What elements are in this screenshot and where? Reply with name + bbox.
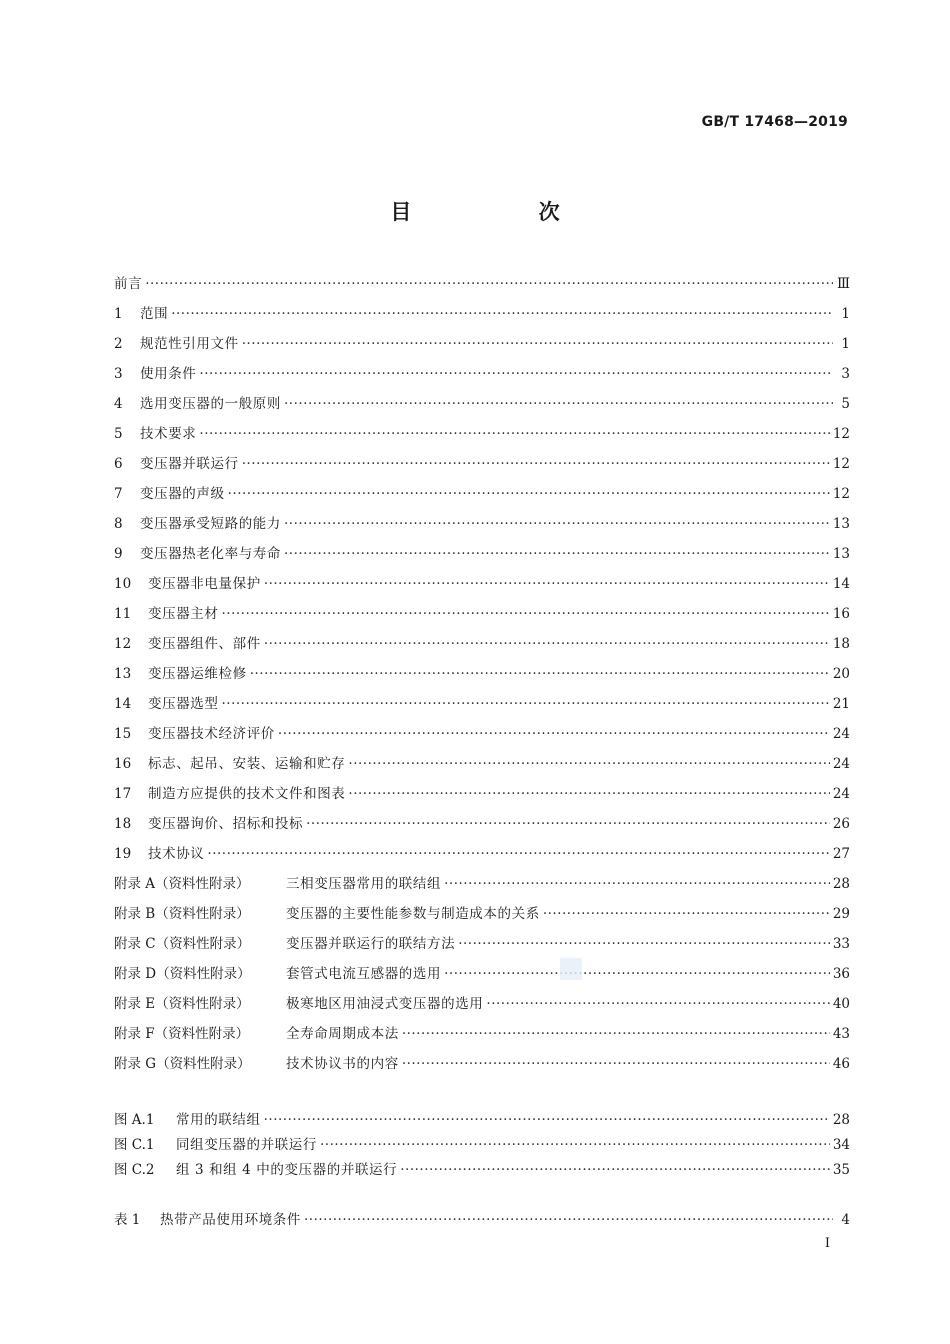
- entry-title: 使用条件: [140, 366, 197, 382]
- dot-leader: [543, 904, 830, 924]
- dot-leader: [284, 514, 830, 534]
- entry-title: 极寒地区用油浸式变压器的选用: [286, 996, 484, 1012]
- entry-page: 16: [832, 606, 850, 622]
- figure-entry[interactable]: [114, 1160, 850, 1180]
- toc-entry[interactable]: [114, 904, 850, 924]
- entry-title: 三相变压器常用的联结组: [286, 876, 442, 892]
- entry-title: 同组变压器的并联运行: [176, 1137, 317, 1153]
- dot-leader: [348, 784, 829, 804]
- entry-page: 40: [832, 996, 850, 1012]
- dot-leader: [264, 634, 830, 654]
- entry-page: 1: [841, 336, 850, 352]
- toc-entry[interactable]: [114, 964, 850, 984]
- toc-entry[interactable]: [114, 274, 850, 294]
- entry-page: 3: [841, 366, 850, 382]
- entry-number: 3: [114, 366, 123, 382]
- dot-leader: [486, 994, 829, 1014]
- entry-title: 常用的联结组: [176, 1112, 261, 1128]
- entry-number: 11: [114, 606, 132, 622]
- entry-number: 2: [114, 336, 123, 352]
- entry-number: 附录 E（资料性附录）: [114, 996, 250, 1012]
- entry-page: 13: [832, 546, 850, 562]
- entry-title: 全寿命周期成本法: [286, 1026, 399, 1042]
- toc-entry[interactable]: [114, 454, 850, 474]
- entry-number: 6: [114, 456, 123, 472]
- entry-page: 1: [841, 306, 850, 322]
- entry-page: 20: [832, 666, 850, 682]
- entry-title: 技术协议书的内容: [286, 1056, 399, 1072]
- entry-title: 组 3 和组 4 中的变压器的并联运行: [176, 1162, 398, 1178]
- table-entry[interactable]: [114, 1210, 850, 1230]
- entry-title: 技术协议: [148, 846, 205, 862]
- entry-number: 15: [114, 726, 132, 742]
- dot-leader: [228, 484, 830, 504]
- entry-page: 4: [841, 1212, 850, 1228]
- toc-entry[interactable]: [114, 934, 850, 954]
- dot-leader: [222, 694, 830, 714]
- dot-leader: [222, 604, 830, 624]
- dot-leader: [444, 964, 830, 984]
- entry-page: 46: [832, 1056, 850, 1072]
- toc-entry[interactable]: [114, 1054, 850, 1074]
- entry-page: 28: [832, 1112, 850, 1128]
- entry-number: 5: [114, 426, 123, 442]
- entry-number: 16: [114, 756, 132, 772]
- figure-entry[interactable]: [114, 1135, 850, 1155]
- entry-number: 9: [114, 546, 123, 562]
- dot-leader: [242, 454, 830, 474]
- entry-number: 附录 B（资料性附录）: [114, 906, 250, 922]
- dot-leader: [278, 724, 830, 744]
- entry-number: 12: [114, 636, 132, 652]
- dot-leader: [284, 544, 830, 564]
- entry-title: 变压器运维检修: [148, 666, 247, 682]
- dot-leader: [400, 1160, 830, 1180]
- entry-page: 24: [832, 726, 850, 742]
- entry-number: 7: [114, 486, 123, 502]
- dot-leader: [264, 574, 830, 594]
- entry-page: 21: [832, 696, 850, 712]
- toc-entry[interactable]: [114, 634, 850, 654]
- toc-entry[interactable]: [114, 334, 850, 354]
- entry-page: 28: [832, 876, 850, 892]
- entry-page: 27: [832, 846, 850, 862]
- entry-number: 19: [114, 846, 132, 862]
- toc-entry[interactable]: [114, 604, 850, 624]
- dot-leader: [284, 394, 833, 414]
- entry-number: 附录 F（资料性附录）: [114, 1026, 250, 1042]
- entry-page: 43: [832, 1026, 850, 1042]
- standard-code: GB/T 17468—2019: [701, 114, 848, 130]
- entry-number: 17: [114, 786, 132, 802]
- figure-entry[interactable]: [114, 1110, 850, 1130]
- dot-leader: [458, 934, 830, 954]
- dot-leader: [348, 754, 829, 774]
- entry-number: 附录 C（资料性附录）: [114, 936, 251, 952]
- entry-title: 标志、起吊、安装、运输和贮存: [148, 756, 346, 772]
- dot-leader: [264, 1110, 830, 1130]
- dot-leader: [320, 1135, 830, 1155]
- toc-entry[interactable]: [114, 1024, 850, 1044]
- dot-leader: [444, 874, 830, 894]
- entry-title: 选用变压器的一般原则: [140, 396, 281, 412]
- entry-title: 变压器技术经济评价: [148, 726, 275, 742]
- toc-entry[interactable]: [114, 844, 850, 864]
- entry-title: 技术要求: [140, 426, 197, 442]
- entry-number: 1: [114, 306, 123, 322]
- entry-page: 29: [832, 906, 850, 922]
- entry-page: 36: [832, 966, 850, 982]
- entry-page: 24: [832, 756, 850, 772]
- entry-page: 33: [832, 936, 850, 952]
- entry-page: 18: [832, 636, 850, 652]
- entry-title: 制造方应提供的技术文件和图表: [148, 786, 346, 802]
- entry-title: 变压器的声级: [140, 486, 225, 502]
- entry-title: 变压器的主要性能参数与制造成本的关系: [286, 906, 540, 922]
- entry-title: 变压器并联运行: [140, 456, 239, 472]
- dot-leader: [402, 1054, 830, 1074]
- entry-title: 热带产品使用环境条件: [160, 1212, 301, 1228]
- entry-page: 12: [832, 426, 850, 442]
- entry-page: Ⅲ: [836, 276, 850, 292]
- entry-number: 图 C.2: [114, 1162, 155, 1178]
- entry-number: 14: [114, 696, 132, 712]
- entry-page: 35: [832, 1162, 850, 1178]
- entry-page: 13: [832, 516, 850, 532]
- entry-number: 附录 A（资料性附录）: [114, 876, 250, 892]
- page-number: Ⅰ: [824, 1236, 830, 1251]
- entry-page: 12: [832, 486, 850, 502]
- toc-entry[interactable]: [114, 574, 850, 594]
- entry-page: 34: [832, 1137, 850, 1153]
- entry-title: 变压器选型: [148, 696, 219, 712]
- entry-number: 4: [114, 396, 123, 412]
- toc-entry[interactable]: [114, 994, 850, 1014]
- entry-page: 24: [832, 786, 850, 802]
- entry-number: 图 C.1: [114, 1137, 155, 1153]
- toc-entry[interactable]: [114, 394, 850, 414]
- toc-entry[interactable]: [114, 544, 850, 564]
- dot-leader: [199, 424, 829, 444]
- watermark-icon: [560, 958, 582, 980]
- toc-entry[interactable]: [114, 364, 850, 384]
- entry-number: 附录 D（资料性附录）: [114, 966, 251, 982]
- toc-entry[interactable]: [114, 814, 850, 834]
- entry-title: 规范性引用文件: [140, 336, 239, 352]
- toc-entry[interactable]: [114, 664, 850, 684]
- entry-number: 附录 G（资料性附录）: [114, 1056, 251, 1072]
- toc-entry[interactable]: [114, 514, 850, 534]
- entry-title: 范围: [140, 306, 169, 322]
- entry-number: 图 A.1: [114, 1112, 155, 1128]
- entry-number: 表 1: [114, 1212, 141, 1228]
- entry-title: 变压器非电量保护: [148, 576, 261, 592]
- entry-title: 前言: [114, 276, 143, 292]
- toc-entry[interactable]: [114, 424, 850, 444]
- entry-page: 14: [832, 576, 850, 592]
- entry-number: 10: [114, 576, 132, 592]
- page-title: 目 次: [390, 200, 620, 224]
- entry-title: 变压器询价、招标和投标: [148, 816, 304, 832]
- entry-title: 变压器并联运行的联结方法: [286, 936, 456, 952]
- toc-entry[interactable]: [114, 874, 850, 894]
- dot-leader: [207, 844, 829, 864]
- entry-title: 套管式电流互感器的选用: [286, 966, 442, 982]
- dot-leader: [402, 1024, 830, 1044]
- dot-leader: [199, 364, 833, 384]
- entry-page: 5: [841, 396, 850, 412]
- toc-entry[interactable]: [114, 484, 850, 504]
- toc-entry[interactable]: [114, 784, 850, 804]
- entry-title: 变压器组件、部件: [148, 636, 261, 652]
- entry-title: 变压器热老化率与寿命: [140, 546, 281, 562]
- dot-leader: [306, 814, 830, 834]
- toc-entry[interactable]: [114, 304, 850, 324]
- dot-leader: [145, 274, 833, 294]
- toc-entry[interactable]: [114, 754, 850, 774]
- entry-number: 18: [114, 816, 132, 832]
- dot-leader: [250, 664, 830, 684]
- dot-leader: [304, 1210, 833, 1230]
- entry-page: 26: [832, 816, 850, 832]
- entry-title: 变压器承受短路的能力: [140, 516, 281, 532]
- entry-number: 8: [114, 516, 123, 532]
- entry-title: 变压器主材: [148, 606, 219, 622]
- dot-leader: [171, 304, 833, 324]
- toc-entry[interactable]: [114, 724, 850, 744]
- entry-page: 12: [832, 456, 850, 472]
- dot-leader: [242, 334, 833, 354]
- toc-entry[interactable]: [114, 694, 850, 714]
- entry-number: 13: [114, 666, 132, 682]
